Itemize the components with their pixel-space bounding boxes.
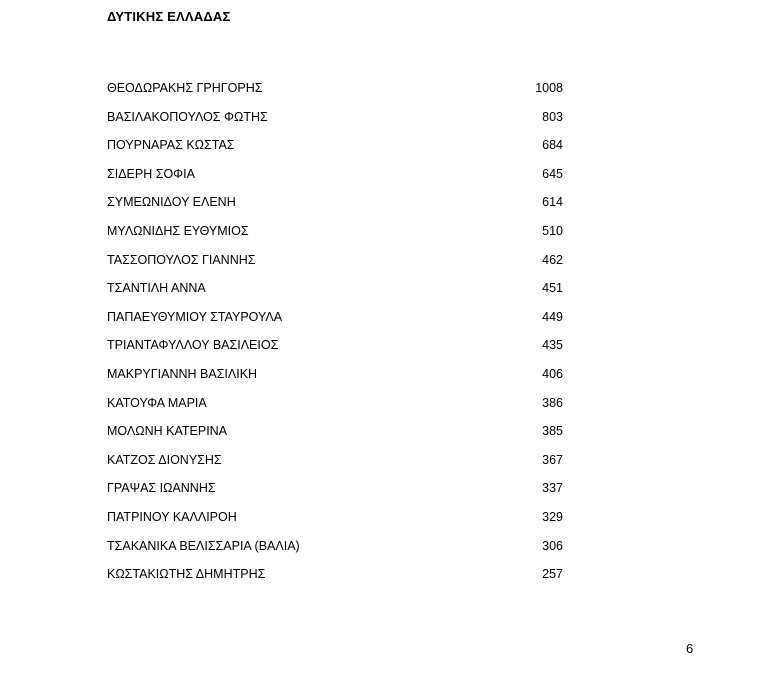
candidate-name: ΜΥΛΩΝΙΔΗΣ ΕΥΘΥΜΙΟΣ (107, 223, 249, 238)
result-row (107, 365, 567, 394)
vote-count: 329 (542, 509, 563, 524)
candidate-name: ΘΕΟΔΩΡΑΚΗΣ ΓΡΗΓΟΡΗΣ (107, 81, 263, 95)
result-row (107, 479, 567, 508)
candidate-name: ΤΣΑΚΑΝΙΚΑ ΒΕΛΙΣΣΑΡΙΑ (ΒΑΛΙΑ) (107, 538, 300, 553)
vote-count: 645 (542, 166, 563, 181)
candidate-name: ΤΣΑΝΤΙΛΗ ΑΝΝΑ (107, 281, 206, 296)
vote-count: 510 (542, 223, 563, 238)
candidate-name: ΚΩΣΤΑΚΙΩΤΗΣ ΔΗΜΗΤΡΗΣ (107, 567, 266, 582)
result-row (107, 394, 567, 423)
candidate-name: ΓΡΑΨΑΣ ΙΩΑΝΝΗΣ (107, 481, 216, 496)
result-row (107, 508, 567, 537)
vote-count: 367 (542, 452, 563, 467)
results-list (107, 79, 567, 594)
result-row (107, 251, 567, 280)
result-row (107, 336, 567, 365)
page-heading: ΔΥΤΙΚΗΣ ΕΛΛΑΔΑΣ (107, 9, 231, 24)
candidate-name: ΠΑΠΑΕΥΘΥΜΙΟΥ ΣΤΑΥΡΟΥΛΑ (107, 309, 283, 324)
vote-count: 406 (542, 366, 563, 381)
result-row (107, 79, 567, 108)
result-row (107, 308, 567, 337)
result-row (107, 193, 567, 222)
vote-count: 386 (542, 395, 563, 410)
vote-count: 257 (542, 567, 563, 582)
result-row (107, 222, 567, 251)
vote-count: 306 (542, 538, 563, 553)
result-row (107, 422, 567, 451)
candidate-name: ΣΥΜΕΩΝΙΔΟΥ ΕΛΕΝΗ (107, 195, 236, 210)
vote-count: 435 (542, 338, 563, 353)
vote-count: 337 (542, 481, 563, 496)
candidate-name: ΜΟΛΩΝΗ ΚΑΤΕΡΙΝΑ (107, 424, 228, 439)
result-row (107, 279, 567, 308)
result-row (107, 565, 567, 594)
candidate-name: ΜΑΚΡΥΓΙΑΝΝΗ ΒΑΣΙΛΙΚΗ (107, 366, 258, 381)
page-number: 6 (686, 641, 694, 656)
candidate-name: ΤΑΣΣΟΠΟΥΛΟΣ ΓΙΑΝΝΗΣ (107, 252, 256, 267)
candidate-name: ΤΡΙΑΝΤΑΦΥΛΛΟΥ ΒΑΣΙΛΕΙΟΣ (107, 338, 279, 353)
vote-count: 684 (542, 138, 563, 153)
candidate-name: ΚΑΤΟΥΦΑ ΜΑΡΙΑ (107, 395, 207, 410)
candidate-name: ΠΟΥΡΝΑΡΑΣ ΚΩΣΤΑΣ (107, 138, 235, 153)
result-row (107, 136, 567, 165)
candidate-name: ΠΑΤΡΙΝΟΥ ΚΑΛΛΙΡΟΗ (107, 509, 237, 524)
vote-count: 803 (542, 109, 563, 124)
vote-count: 614 (542, 195, 563, 210)
result-row (107, 108, 567, 137)
candidate-name: ΚΑΤΖΟΣ ΔΙΟΝΥΣΗΣ (107, 452, 222, 467)
result-row (107, 165, 567, 194)
vote-count: 462 (542, 252, 563, 267)
vote-count: 1008 (535, 81, 563, 95)
vote-count: 385 (542, 424, 563, 439)
candidate-name: ΒΑΣΙΛΑΚΟΠΟΥΛΟΣ ΦΩΤΗΣ (107, 109, 268, 124)
result-row (107, 537, 567, 566)
vote-count: 451 (542, 281, 563, 296)
vote-count: 449 (542, 309, 563, 324)
result-row (107, 451, 567, 480)
candidate-name: ΣΙΔΕΡΗ ΣΟΦΙΑ (107, 166, 195, 181)
